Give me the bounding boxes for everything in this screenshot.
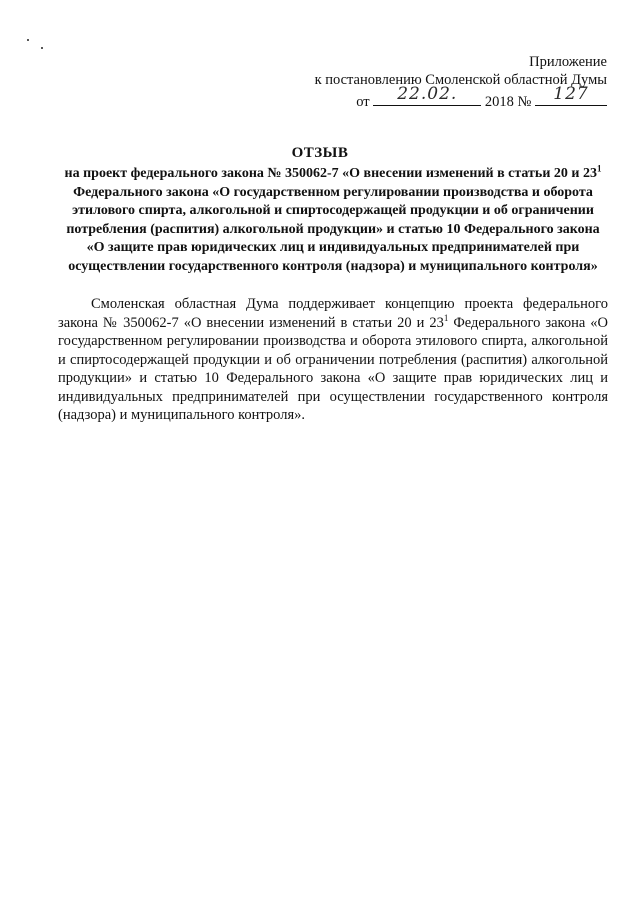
subject-text-1: на проект федерального закона № 350062-7 «О внесении изменений в статьи 20 и 23	[64, 166, 597, 181]
handwritten-date: 22.02.	[397, 84, 458, 104]
appendix-date-line	[207, 84, 607, 111]
document-body	[58, 295, 608, 425]
body-superscript: 1	[443, 312, 449, 323]
document-title: ОТЗЫВ	[291, 145, 349, 161]
appendix-header	[207, 53, 607, 111]
date-field	[373, 84, 481, 106]
body-text-1: Смоленская областная Дума поддерживает концепцию проекта федерального закона № 350062-7 «О внесении изменений в статьи 20 и 23	[58, 296, 608, 331]
subject-superscript: 1	[596, 163, 602, 174]
handwritten-number: 127	[553, 84, 589, 104]
body-text-2: Федерального закона «О государственном регулировании производства и оборота этилового спирта, алкогольной и спиртосодержащей продукции и об ограничении потребления (распития) алкогольной продукции» и статью 10 Федерального закона «О защите прав юридических лиц и индивидуальных предпринимателей при осуществлении государственного контроля (надзора) и муниципального контроля».	[58, 314, 608, 423]
year-number-label: 2018 №	[484, 94, 532, 110]
date-prefix: от	[356, 94, 370, 110]
subject-text-2: Федерального закона «О государственном регулировании производства и оборота этилового спирта, алкогольной и спиртосодержащей продукции и об ограничении потребления (распития) алкогольной продукции» и статью 10 Федерального закона «О защите прав юридических лиц и индивидуальных предпринимателей при осуществлении государственного контроля (надзора) и муниципального контроля»	[66, 184, 600, 274]
appendix-label: Приложение	[529, 54, 607, 70]
appendix-resolution: к постановлению Смоленской областной Думы	[314, 72, 607, 88]
number-field	[535, 84, 607, 106]
document-subject	[58, 165, 608, 276]
